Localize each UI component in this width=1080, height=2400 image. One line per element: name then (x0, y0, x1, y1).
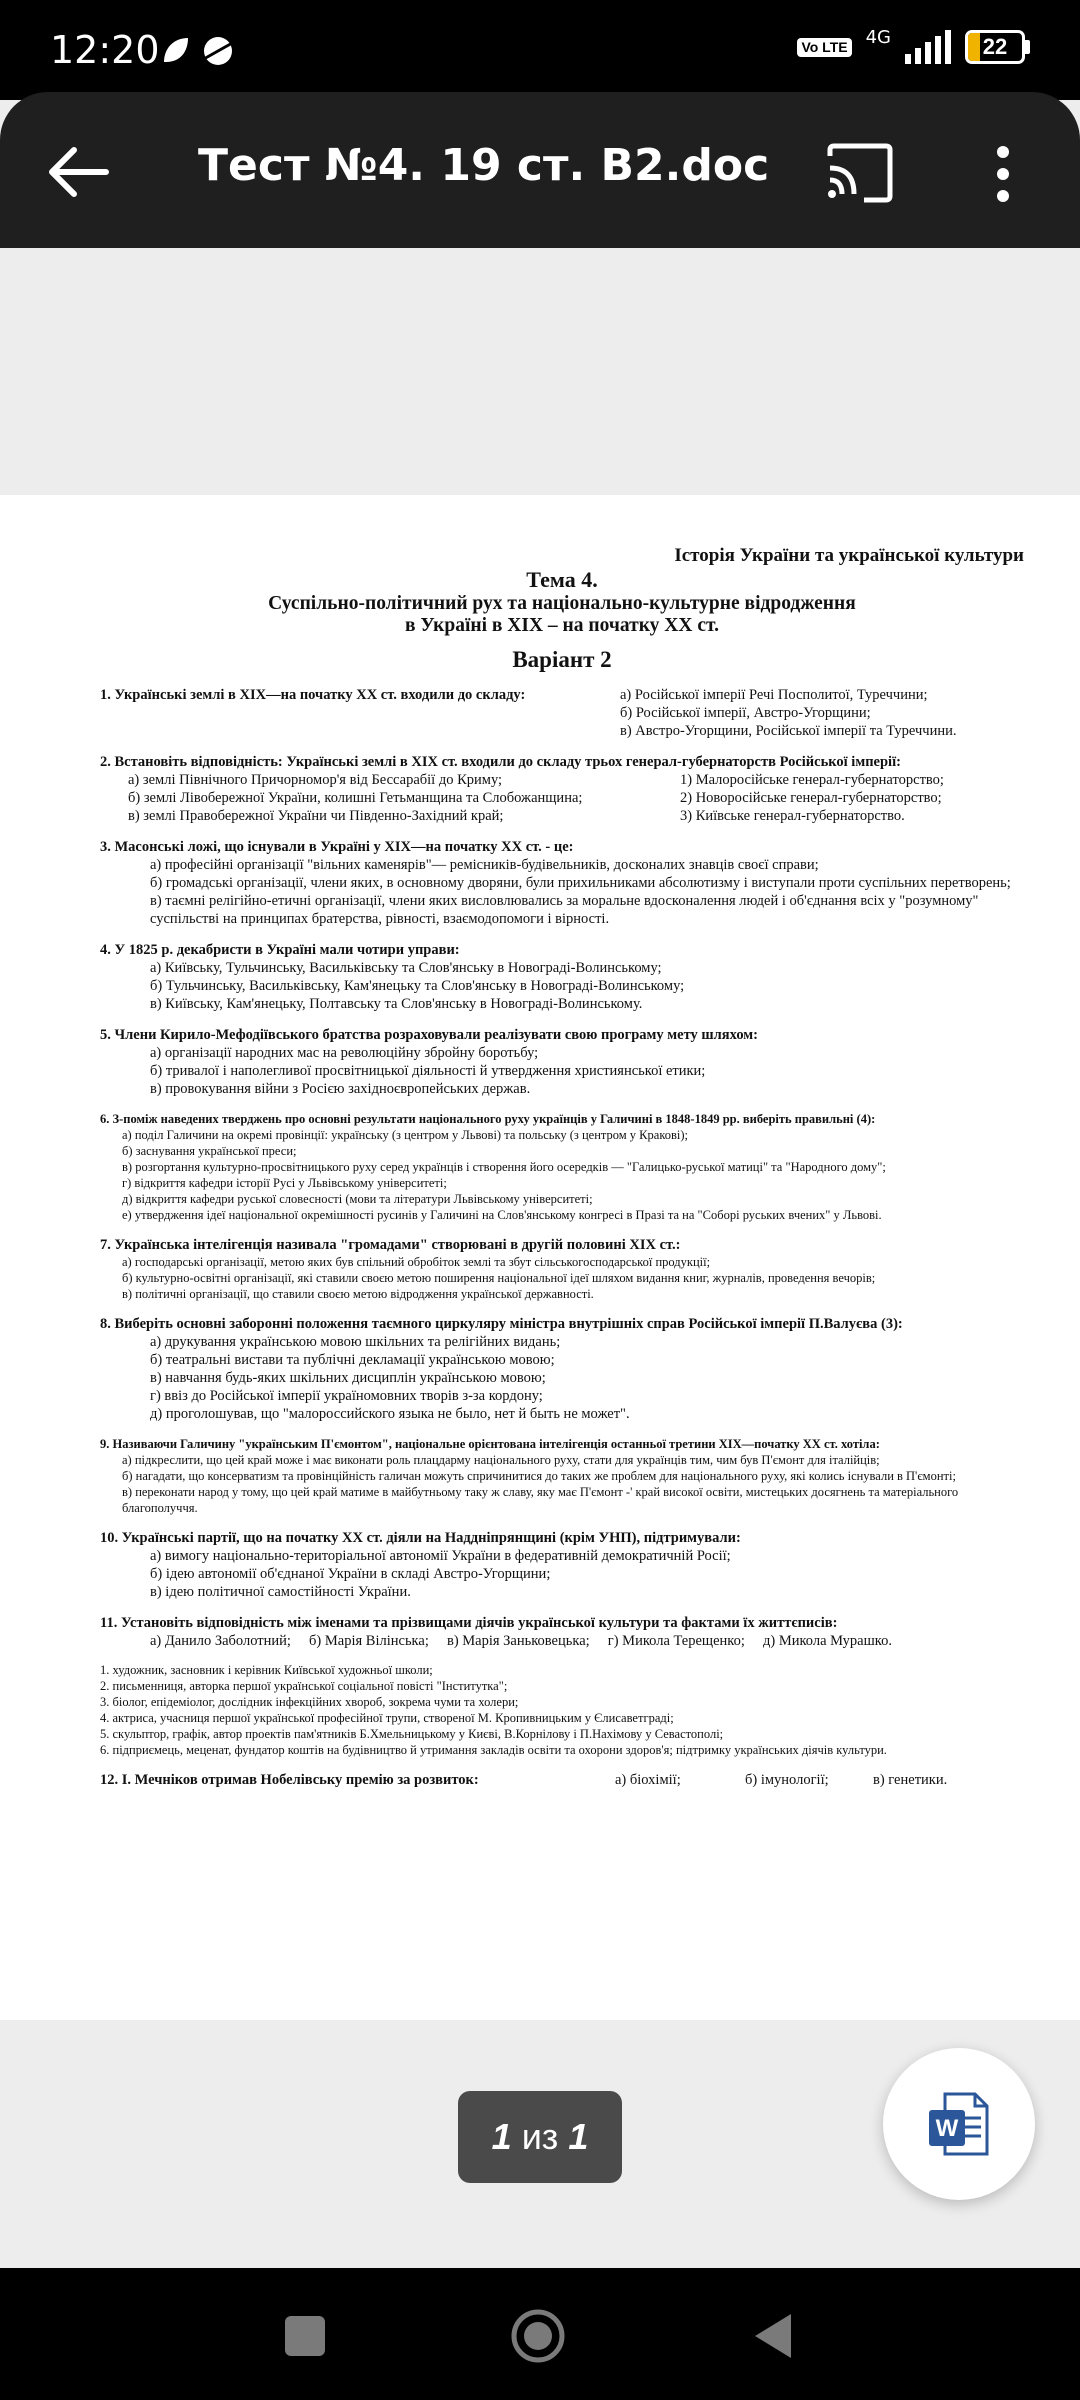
recents-button[interactable] (275, 2306, 335, 2366)
match-option: 1) Малоросійське генерал-губернаторство; (680, 772, 944, 788)
answer-option: а) організації народних мас на революційну збройну боротьбу; (150, 1045, 539, 1061)
cast-icon (820, 138, 900, 208)
match-option: 3) Київське генерал-губернаторство. (680, 808, 905, 824)
question-title: 10. Українські партії, що на початку ХХ ст. діяли на Наддніпрянщині (крім УНП), підтримували: (100, 1530, 741, 1546)
question-title: 2. Встановіть відповідність: Українські землі в ХІХ ст. входили до складу трьох генерал-губернаторств Російської імперії: (100, 754, 901, 770)
answer-option: в) розгортання культурно-просвітницького руху серед українців і створення його осередків — "Галицько-руської матиці" та "Народного дому"; (122, 1160, 886, 1174)
question-9 (100, 1436, 1024, 1516)
question-12 (100, 1771, 1024, 1789)
question-4 (100, 941, 1024, 1013)
question-title: 4. У 1825 р. декабристи в Україні мали чотири управи: (100, 942, 460, 958)
question-title: 7. Українська інтелігенція називала "громадами" створювані в другій половині ХІХ ст.: (100, 1237, 681, 1253)
question-title: 3. Масонські ложі, що існували в Україні у ХІХ—на початку ХХ ст. - це: (100, 839, 574, 855)
fact-item: 6. підприємець, меценат, фундатор коштів на будівництво й утримання закладів освіти та охорони здоров'я; підтримку українських діячів культури. (100, 1743, 887, 1757)
signal-icon (905, 30, 951, 64)
answer-option: б) культурно-освітні організації, які ставили своєю метою поширення національної ідеї шляхом видання книг, журналів, проведення вечорів; (122, 1271, 876, 1285)
more-vert-icon (980, 134, 1026, 214)
answer-option: в) політичні організації, що ставили своєю метою відродження української державності. (122, 1287, 594, 1301)
question-title: 1. Українські землі в ХІХ—на початку ХХ ст. входили до складу: (100, 687, 526, 703)
open-in-word-button[interactable] (883, 2048, 1035, 2200)
question-3 (100, 838, 1024, 928)
status-time: 12:20 (50, 28, 160, 72)
triangle-back-icon (745, 2306, 805, 2366)
cast-button[interactable] (820, 138, 900, 208)
question-8 (100, 1315, 1024, 1423)
more-options-button[interactable] (980, 134, 1026, 214)
answer-option: а) Російської імперії Речі Посполитої, Туреччини; (620, 687, 928, 703)
answer-option: а) друкування українською мовою шкільних та релігійних видань; (150, 1334, 561, 1350)
word-doc-icon (883, 2048, 1035, 2200)
nav-back-button[interactable] (745, 2306, 805, 2366)
names-line: а) Данило Заболотний; б) Марія Вілінська; в) Марія Заньковецька; г) Микола Терещенко; д) Микола Мурашко. (150, 1633, 892, 1649)
answer-option: в) провокування війни з Росією західноєвропейських держав. (150, 1081, 531, 1097)
match-option: 2) Новоросійське генерал-губернаторство; (680, 790, 942, 806)
navigation-bar (0, 2268, 1080, 2400)
answer-option: а) господарські організації, метою яких був спільний обробіток землі та збут сільськогосподарської продукції; (122, 1255, 711, 1269)
answer-option: г) відкриття кафедри історії Русі у Львівському університеті; (122, 1176, 447, 1190)
answer-option: а) Київську, Тульчинську, Васильківську та Слов'янську в Новограді-Волинському; (150, 960, 662, 976)
document-title: Тест №4. 19 ст. В2.doc (198, 140, 770, 191)
question-title: 8. Виберіть основні заборонні положення таємного циркуляру міністра внутрішніх справ Російської імперії П.Валуєва (3): (100, 1316, 903, 1332)
question-title: 11. Установіть відповідність між іменами та прізвищами діячів української культури та фактами їх життєписів: (100, 1615, 838, 1631)
answer-option: б) нагадати, що консерватизм та провінційність галичан можуть спричинитися до таких же проблем для національного руху, які колись існували в П'ємонті; (122, 1469, 956, 1483)
answer-option: в) Київську, Кам'янецьку, Полтавську та Слов'янську в Новограді-Волинському. (150, 996, 643, 1012)
status-bar (0, 0, 1080, 100)
app-bar (0, 92, 1080, 248)
page-separator: из (521, 2116, 559, 2157)
topic-subtitle-1: Суспільно-політичний рух та національно-культурне відродження (268, 593, 856, 614)
answer-option: в) навчання будь-яких шкільних дисциплін українською мовою; (150, 1370, 546, 1386)
answer-option: в) Австро-Угорщини, Російської імперії та Туреччини. (620, 723, 957, 739)
answer-option: в) землі Правобережної України чи Південно-Західний край; (128, 808, 504, 824)
answer-option: б) Тульчинську, Васильківську, Кам'янецьку та Слов'янську в Новограді-Волинському; (150, 978, 685, 994)
answer-option: е) утвердження ідеї національної окремішності русинів у Галичині на Слов'янському конгресі в Празі та на "Соборі руських вчених" у Львові. (122, 1208, 882, 1222)
notification-icons (160, 34, 250, 73)
square-icon (275, 2306, 335, 2366)
battery-icon (965, 30, 1030, 64)
question-title: 5. Члени Кирило-Мефодіївського братства розраховували реалізувати свою програму мету шляхом: (100, 1027, 759, 1043)
answer-option: а) поділ Галичини на окремі провінції: українську (з центром у Львові) та польську (з центром у Кракові); (122, 1128, 689, 1142)
variant-title: Варіант 2 (512, 647, 612, 672)
question-10 (100, 1529, 1024, 1601)
question-title: 12. І. Мечніков отримав Нобелівську премію за розвиток: (100, 1772, 479, 1788)
course-title: Історія України та української культури (674, 545, 1024, 566)
planet-icon (202, 37, 234, 65)
fact-item: 4. актриса, учасниця першої української професійної трупи, створеної М. Кропивницьким у Єлисаветграді; (100, 1711, 674, 1725)
fact-item: 3. біолог, епідеміолог, дослідник інфекційних хвороб, зокрема чуми та холери; (100, 1695, 519, 1709)
answer-option: б) громадські організації, члени яких, в основному дворяни, були прихильниками абсолютизму і виступали проти суспільних перетворень; (150, 875, 1011, 891)
arrow-left-icon (40, 132, 120, 212)
fact-item: 5. скульптор, графік, автор проектів пам'ятників Б.Хмельницькому у Києві, В.Корнілову і П.Нахімову у Севастополі; (100, 1727, 724, 1741)
question-11 (100, 1614, 1024, 1758)
answer-option: д) відкриття кафедри руської словесності (мови та літератури Львівському університеті; (122, 1192, 593, 1206)
answer-option: б) землі Лівобережної України, колишні Гетьманщина та Слобожанщина; (128, 790, 583, 806)
fact-item: 1. художник, засновник і керівник Київської художньої школи; (100, 1663, 433, 1677)
home-circle-icon (508, 2306, 568, 2366)
answer-option: а) професійні організації "вільних каменярів"— ремісників-будівельників, досконалих знавців своєї справи; (150, 857, 819, 873)
answer-option: а) вимогу національно-територіальної автономії України в федеративній демократичній Росії; (150, 1548, 731, 1564)
question-6 (100, 1111, 1024, 1223)
answer-option: в) переконати народ у тому, що цей край матиме в майбутньому таку ж славу, яку має П'ємонт -' край високої освіти, мистецьких досягнень та матеріального благополуччя. (122, 1485, 959, 1515)
question-2 (100, 753, 1024, 825)
answer-option: г) ввіз до Російської імперії україномовних творів з-за кордону; (150, 1388, 543, 1404)
topic-subtitle-2: в Україні в ХІХ – на початку ХХ ст. (405, 615, 719, 636)
page-indicator (458, 2091, 622, 2183)
answer-option: в) ідею політичної самостійності України. (150, 1584, 411, 1600)
page-content (100, 545, 1024, 1789)
answer-option: а) землі Північного Причорномор'я від Бессарабії до Криму; (128, 772, 503, 788)
topic-title: Тема 4. (526, 567, 598, 592)
question-title: 9. Називаючи Галичину "українським П'ємонтом", національне орієнтована інтелігенція останньої третини ХІХ—початку ХХ ст. хотіла: (100, 1437, 880, 1451)
word-letter: W (935, 2115, 959, 2142)
home-button[interactable] (508, 2306, 568, 2366)
answer-option: д) проголошував, що "малороссийского языка не было, нет й быть не может". (150, 1406, 630, 1422)
battery-level-text: 22 (982, 34, 1008, 59)
leaf-icon (164, 38, 188, 62)
network-type: 4G (865, 26, 891, 48)
answer-option: б) імунології; (745, 1772, 829, 1788)
status-right-group (797, 26, 1030, 64)
current-page: 1 (491, 2116, 512, 2157)
answer-option: б) Російської імперії, Австро-Угорщини; (620, 705, 871, 721)
answer-option: в) таємні релігійно-етичні організації, члени яких висловлювались за моральне вдосконалення людей і об'єднання всіх у "розумному" суспільстві на принципах братерства, рівності, взаємодопомоги і вірності. (150, 893, 979, 927)
volte-badge: Vo LTE (797, 38, 851, 57)
answer-option: б) заснування української преси; (122, 1144, 297, 1158)
answer-option: а) біохімії; (615, 1772, 681, 1788)
answer-option: б) театральні вистави та публічні декламації українською мовою; (150, 1352, 555, 1368)
answer-option: в) генетики. (873, 1772, 948, 1788)
total-pages: 1 (568, 2116, 589, 2157)
answer-option: б) ідею автономії об'єднаної України в складі Австро-Угорщини; (150, 1566, 551, 1582)
document-page[interactable] (0, 495, 1080, 2020)
question-5 (100, 1026, 1024, 1098)
fact-item: 2. письменниця, авторка першої української соціальної повісті "Інститутка"; (100, 1679, 508, 1693)
back-button[interactable] (40, 132, 120, 212)
question-7 (100, 1236, 1024, 1302)
answer-option: а) підкреслити, що цей край може і має виконати роль плацдарму національного руху, стати для українців тим, чим був П'ємонт для італійців; (122, 1453, 880, 1467)
question-title: 6. З-поміж наведених тверджень про основні результати національного руху українців у Галичині в 1848-1849 рр. виберіть правильні (4): (100, 1112, 876, 1126)
question-1 (100, 686, 1024, 740)
answer-option: б) тривалої і наполегливої просвітницької діяльності й утвердження християнської етики; (150, 1063, 706, 1079)
